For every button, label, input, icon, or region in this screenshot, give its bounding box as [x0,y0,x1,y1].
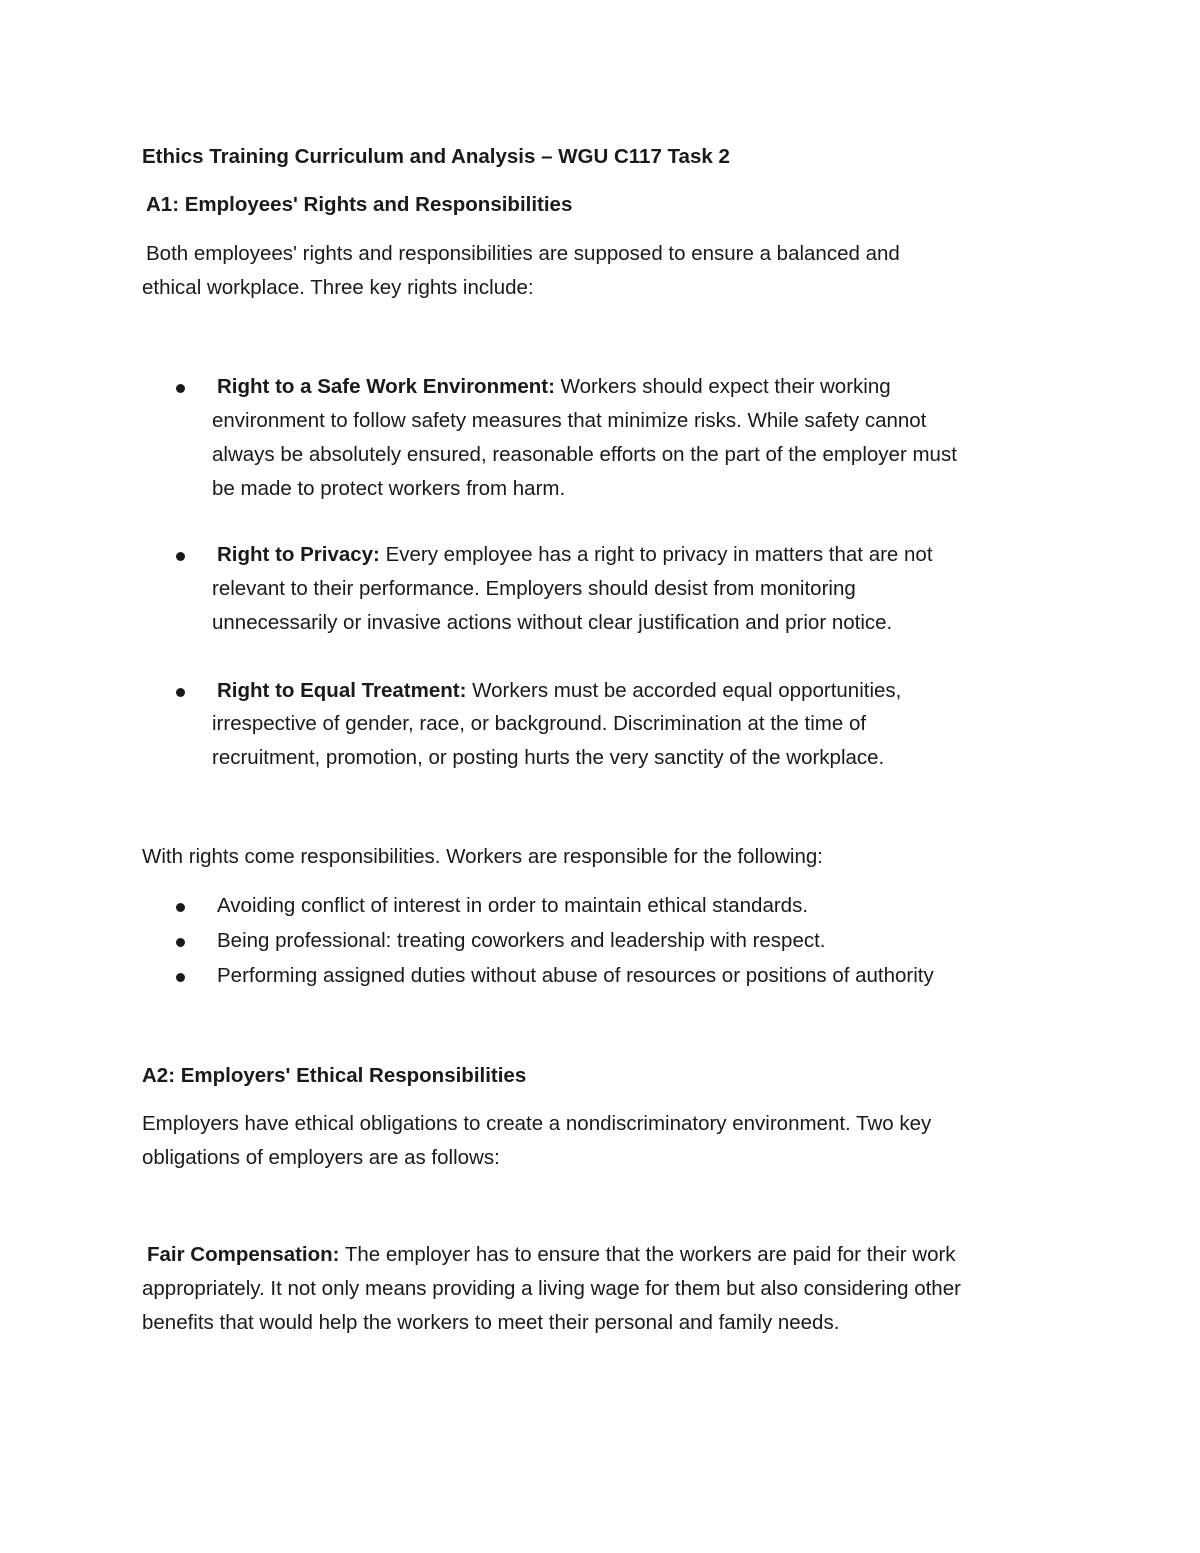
responsibility-item: Avoiding conflict of interest in order to maintain ethical standards. [217,894,809,917]
right-item-label: Right to Privacy: [217,543,380,566]
document-title: Ethics Training Curriculum and Analysis – WGU C117 Task 2 [142,145,730,168]
right-item-text: Every employee has a right to privacy in matters that are not [379,543,933,566]
right-item-line: environment to follow safety measures that minimize risks. While safety cannot [212,409,927,432]
obligation-line [147,1245,956,1266]
bullet-icon [176,938,185,947]
right-item-text: Workers must be accorded equal opportunities, [466,679,902,702]
right-item-line: recruitment, promotion, or posting hurts the very sanctity of the workplace. [212,746,885,769]
section-a1-heading: A1: Employees' Rights and Responsibilities [146,193,573,216]
obligation-label: Fair Compensation: [147,1243,340,1266]
section-a2-intro-line: Employers have ethical obligations to create a nondiscriminatory environment. Two key [142,1112,932,1135]
obligation-line: benefits that would help the workers to meet their personal and family needs. [142,1311,840,1334]
section-a2-heading: A2: Employers' Ethical Responsibilities [142,1064,527,1087]
right-item-line: irrespective of gender, race, or background. Discrimination at the time of [212,712,867,735]
responsibilities-intro: With rights come responsibilities. Workers are responsible for the following: [142,845,823,868]
right-item-line [217,377,891,398]
bullet-icon [176,552,185,561]
section-a2-intro-line: obligations of employers are as follows: [142,1146,500,1169]
right-item-line: always be absolutely ensured, reasonable efforts on the part of the employer must [212,443,957,466]
right-item-label: Right to a Safe Work Environment: [217,375,555,398]
responsibility-item: Performing assigned duties without abuse of resources or positions of authority [217,964,934,987]
obligation-text: The employer has to ensure that the workers are paid for their work [339,1243,956,1266]
right-item-label: Right to Equal Treatment: [217,679,467,702]
right-item-line: be made to protect workers from harm. [212,477,566,500]
bullet-icon [176,688,185,697]
right-item-line: unnecessarily or invasive actions without clear justification and prior notice. [212,611,893,634]
right-item-line [217,681,901,702]
bullet-icon [176,384,185,393]
bullet-icon [176,903,185,912]
responsibility-item: Being professional: treating coworkers and leadership with respect. [217,929,826,952]
section-a1-intro-line: ethical workplace. Three key rights include: [142,276,534,299]
obligation-line: appropriately. It not only means providing a living wage for them but also considering other [142,1277,961,1300]
right-item-line: relevant to their performance. Employers should desist from monitoring [212,577,856,600]
right-item-line [217,545,933,566]
right-item-text: Workers should expect their working [554,375,891,398]
bullet-icon [176,973,185,982]
section-a1-intro-line: Both employees' rights and responsibilities are supposed to ensure a balanced and [146,242,900,265]
